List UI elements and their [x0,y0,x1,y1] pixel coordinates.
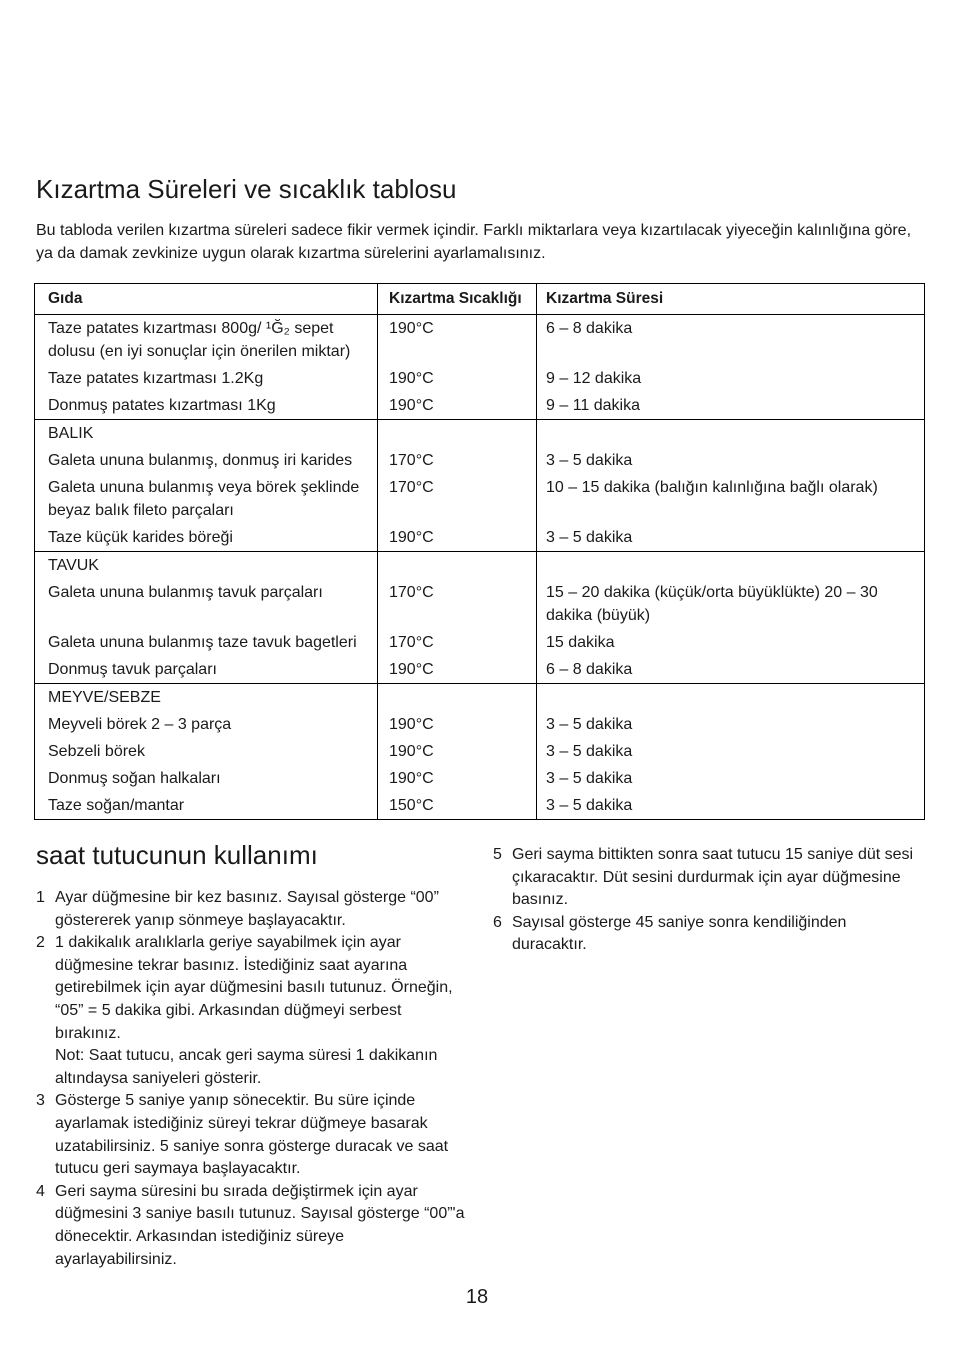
time-cell: 3 – 5 dakika [537,447,925,474]
page-number: 18 [465,1286,489,1308]
time-cell [537,420,925,448]
food-cell: Donmuş patates kızartması 1Kg [35,392,378,420]
time-cell: 3 – 5 dakika [537,792,925,820]
category-label: BALIK [35,420,378,448]
temp-cell: 190°C [378,765,537,792]
timer-steps-left [36,887,466,1271]
temp-cell: 170°C [378,474,537,524]
header-food: Gıda [35,284,378,315]
time-cell: 3 – 5 dakika [537,738,925,765]
food-cell: Meyveli börek 2 – 3 parça [35,711,378,738]
section-title-timer-usage: saat tutucunun kullanımı [36,840,318,870]
time-cell: 9 – 12 dakika [537,365,925,392]
table-row [35,765,925,792]
time-cell: 10 – 15 dakika (balığın kalınlığına bağlı olarak) [537,474,925,524]
table-row [35,392,925,420]
step-text: Sayısal gösterge 45 saniye sonra kendiliğinden duracaktır. [512,913,847,954]
time-cell [537,684,925,712]
timer-steps-right [493,844,923,957]
category-row-fish [35,420,925,448]
time-cell: 3 – 5 dakika [537,524,925,552]
temp-cell: 170°C [378,447,537,474]
table-row [35,524,925,552]
time-cell: 6 – 8 dakika [537,656,925,684]
food-cell: Galeta ununa bulanmış tavuk parçaları [35,579,378,629]
food-cell: Donmuş soğan halkaları [35,765,378,792]
step-item [36,1181,466,1271]
time-cell: 15 dakika [537,629,925,656]
table-row [35,474,925,524]
time-cell: 6 – 8 dakika [537,315,925,366]
time-cell: 9 – 11 dakika [537,392,925,420]
header-temperature: Kızartma Sıcaklığı [378,284,537,315]
temp-cell: 170°C [378,629,537,656]
temp-cell [378,552,537,580]
table-row [35,315,925,366]
table-row [35,447,925,474]
time-cell: 3 – 5 dakika [537,765,925,792]
food-cell: Taze patates kızartması 1.2Kg [35,365,378,392]
step-text: Geri sayma süresini bu sırada değiştirmek için ayar düğmesini 3 saniye basılı tutunuz. Sayısal gösterge “00”'a dönecektir. Arkasından istediğiniz süreye ayarlayabilirsiniz. [55,1182,465,1268]
food-cell: Taze soğan/mantar [35,792,378,820]
step-number: 6 [493,913,502,931]
step-number: 3 [36,1092,45,1110]
time-cell [537,552,925,580]
food-cell: Taze küçük karides böreği [35,524,378,552]
temp-cell: 190°C [378,738,537,765]
frying-times-table [34,283,925,820]
table-row [35,365,925,392]
temp-cell: 190°C [378,315,537,366]
temp-cell [378,420,537,448]
table-row [35,792,925,820]
temp-cell: 190°C [378,524,537,552]
intro-paragraph: Bu tabloda verilen kızartma süreleri sadece fikir vermek içindir. Farklı miktarlara veya kızartılacak yiyeceğin kalınlığına göre, ya da damak zevkinize uygun olarak kızartma sürelerini ayarlamalısınız. [36,222,912,262]
step-item [36,887,466,932]
time-cell: 3 – 5 dakika [537,711,925,738]
food-cell: Sebzeli börek [35,738,378,765]
food-cell: Galeta ununa bulanmış veya börek şeklinde beyaz balık fileto parçaları [35,474,378,524]
table-header-row [35,284,925,315]
table-row [35,656,925,684]
step-item [36,1090,466,1180]
step-item [493,912,923,957]
temp-cell: 190°C [378,656,537,684]
table-row [35,579,925,629]
step-number: 2 [36,934,45,952]
food-cell: Galeta ununa bulanmış, donmuş iri karides [35,447,378,474]
food-cell: Donmuş tavuk parçaları [35,656,378,684]
time-cell: 15 – 20 dakika (küçük/orta büyüklükte) 20 – 30 dakika (büyük) [537,579,925,629]
temp-cell: 190°C [378,365,537,392]
step-text: 1 dakikalık aralıklarla geriye sayabilmek için ayar düğmesine tekrar basınız. İstediğiniz saat ayarına getirebilmek için ayar düğmesini basılı tutunuz. Örneğin, “05” = 5 dakika gibi. Arkasından düğmeyi serbest bırakınız. [55,934,453,1042]
food-cell: Taze patates kızartması 800g/ ¹Ğ₂ sepet dolusu (en iyi sonuçlar için önerilen miktar) [35,315,378,366]
step-number: 4 [36,1182,45,1200]
category-row-fruit-vegetable [35,684,925,712]
section-title-frying-times: Kızartma Süreleri ve sıcaklık tablosu [36,174,457,204]
header-time: Kızartma Süresi [537,284,925,315]
temp-cell [378,684,537,712]
step-number: 1 [36,889,45,906]
step-item [493,844,923,912]
temp-cell: 190°C [378,711,537,738]
temp-cell: 170°C [378,579,537,629]
table-row [35,711,925,738]
food-cell: Galeta ununa bulanmış taze tavuk bagetleri [35,629,378,656]
step-text: Gösterge 5 saniye yanıp sönecektir. Bu süre içinde ayarlamak istediğiniz süreyi tekrar düğmeye basarak uzatabilirsiniz. 5 saniye sonra gösterge duracak ve saat tutucu geri saymaya başlayacaktır. [55,1092,449,1178]
category-label: MEYVE/SEBZE [35,684,378,712]
step-number: 5 [493,846,502,863]
step-text: Geri sayma bittikten sonra saat tutucu 15 saniye düt sesi çıkaracaktır. Düt sesini durdurmak için ayar düğmesine basınız. [512,846,914,909]
step-note: Not: Saat tutucu, ancak geri sayma süresi 1 dakikanın altındaysa saniyeleri gösterir. [55,1047,438,1087]
table-row [35,738,925,765]
step-text: Ayar düğmesine bir kez basınız. Sayısal gösterge “00” göstererek yanıp sönmeye başlayacaktır. [55,889,439,929]
temp-cell: 190°C [378,392,537,420]
step-item [36,932,466,1090]
temp-cell: 150°C [378,792,537,820]
table-row [35,629,925,656]
category-row-chicken [35,552,925,580]
category-label: TAVUK [35,552,378,580]
